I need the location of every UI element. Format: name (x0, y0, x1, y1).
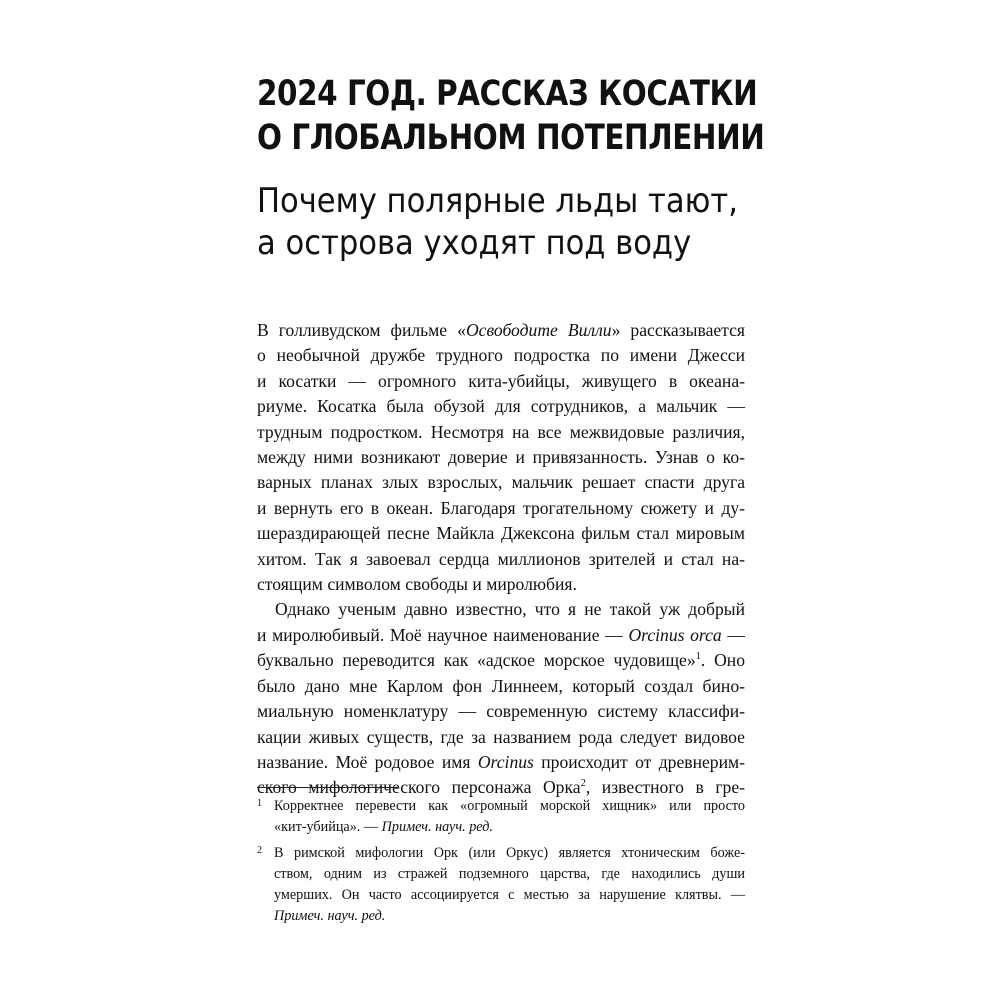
text-line: о необычной дружбе трудного подростка по имени Джесси (257, 345, 745, 366)
footnote-line (274, 906, 745, 927)
footnote-ref[interactable]: 1 (695, 651, 701, 663)
footnote-number: 1 (257, 798, 262, 809)
footnote-divider (257, 787, 399, 788)
text-line (257, 318, 745, 343)
text-run: название. Моё родовое имя (257, 751, 478, 772)
body-text (257, 318, 745, 801)
chapter-title-line: 2024 ГОД. РАССКАЗ КОСАТКИ (257, 74, 758, 114)
chapter-title (257, 72, 765, 160)
paragraph (257, 318, 745, 597)
text-run: , известного в гре- (585, 777, 745, 798)
text-run: . Оно (700, 650, 745, 671)
chapter-subtitle-line: Почему полярные льды тают, (257, 181, 738, 221)
film-title: Освободите Вилли (465, 320, 612, 340)
footnote (257, 796, 745, 838)
text-line: Однако ученым давно известно, что я не такой уж добрый (275, 599, 745, 620)
text-line: и косатки — огромного кита-убийцы, живущего в океана- (257, 370, 745, 391)
text-line (257, 648, 745, 673)
genus-name: Orcinus (477, 751, 534, 772)
paragraph (257, 597, 745, 800)
text-run: В голливудском фильме « (257, 320, 466, 340)
text-run: » рассказывается (611, 320, 745, 340)
footnote (257, 843, 745, 927)
text-line: было дано мне Карлом фон Линнеем, который создал бино- (257, 675, 745, 696)
text-line: хитом. Так я завоевал сердца миллионов зрителей и стал на- (257, 548, 745, 569)
text-run: происходит от древнерим- (533, 751, 745, 772)
text-line (257, 750, 745, 775)
editor-note: Примеч. науч. ред. (274, 908, 386, 924)
text-line: риуме. Косатка была обузой для сотрудников, а мальчик — (257, 396, 745, 417)
text-line: между ними возникают доверие и привязанность. Узнав о ко- (257, 447, 745, 468)
chapter-title-line: О ГЛОБАЛЬНОМ ПОТЕПЛЕНИИ (257, 118, 765, 158)
text-run: «кит-убийца». — (274, 819, 382, 835)
text-line: стоящим символом свободы и миролюбия. (257, 574, 577, 595)
text-line: трудным подростком. Несмотря на все межвидовые различия, (257, 421, 745, 442)
text-run: и миролюбивый. Моё научное наименование — (257, 624, 629, 645)
footnote-line: умерших. Он часто ассоциируется с местью за нарушение клятвы. — (274, 887, 745, 903)
chapter-subtitle-line: а острова уходят под воду (257, 223, 692, 263)
text-line: миальную номенклатуру — современную систему классифи- (257, 701, 745, 722)
footnotes (257, 796, 745, 932)
text-run: — (721, 624, 745, 645)
footnote-line (274, 817, 745, 838)
text-line: кации живых существ, где за названием рода следует видовое (257, 726, 745, 747)
footnote-line: Корректнее перевести как «огромный морской хищник» или просто (274, 798, 745, 814)
text-line (257, 623, 745, 648)
footnote-line: ством, одним из стражей подземного царства, где находились души (274, 866, 745, 882)
text-line: варных планах злых взрослых, мальчик решает спасти друга (257, 472, 745, 493)
editor-note: Примеч. науч. ред. (381, 819, 493, 835)
chapter-subtitle (257, 180, 738, 264)
text-line: и вернуть его в океан. Благодаря трогательному сюжету и ду- (257, 497, 745, 518)
footnote-number: 2 (257, 845, 262, 856)
footnote-ref[interactable]: 2 (580, 778, 586, 790)
footnote-line: В римской мифологии Орк (или Оркус) является хтоническим боже- (274, 845, 745, 861)
text-run: ского мифологического персонажа Орка (257, 777, 581, 798)
text-run: буквально переводится как «адское морское чудовище» (257, 650, 696, 671)
scientific-name: Orcinus orca (628, 624, 722, 645)
text-line: шераздирающей песне Майкла Джексона фильм стал мировым (257, 523, 745, 544)
